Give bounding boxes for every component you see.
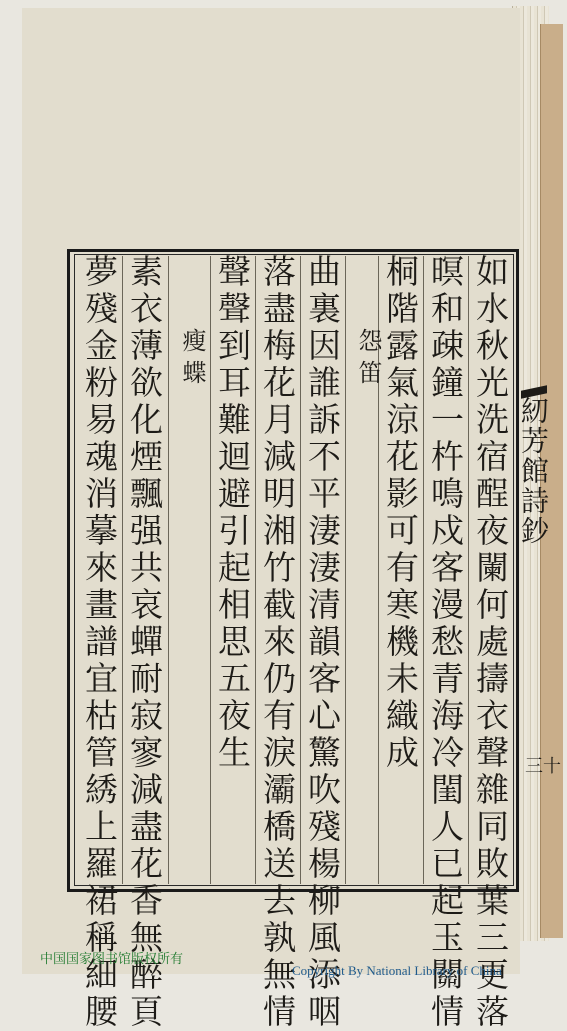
text-column: 聲聲到耳難迴避引起相思五夜生 <box>213 254 252 772</box>
copyright-cn: 中国国家图书馆版权所有 <box>40 952 184 967</box>
text-column: 素衣薄欲化煙飄强共哀蟬耐寂寥減盡花香無醉頁 <box>125 254 164 1031</box>
text-column: 落盡梅花月減明湘竹截來仍有淚灞橋送去孰無情 <box>258 254 297 1031</box>
poem-title: 瘦蝶 <box>178 328 206 392</box>
column-rule <box>122 256 123 884</box>
column-rule <box>300 256 301 884</box>
column-rule <box>168 256 169 884</box>
poem-title: 怨笛 <box>354 328 382 392</box>
margin-book-title: 紉芳館詩鈔 <box>517 396 550 546</box>
folio-number: 三十 <box>525 756 561 777</box>
text-column: 暝和疎鐘一杵鳴戍客漫愁青海冷閨人已起玉關情 <box>426 254 465 1031</box>
column-rule <box>345 256 346 884</box>
column-rule <box>468 256 469 884</box>
column-rule <box>255 256 256 884</box>
column-rule <box>423 256 424 884</box>
text-column: 如水秋光洗宿酲夜闌何處擣衣聲雜同敗葉三更落 <box>471 254 510 1031</box>
text-column: 曲裏因誰訴不平淒淒清韻客心驚吹殘楊柳風添咽 <box>303 254 342 1031</box>
text-column: 夢殘金粉易魂消摹來畫譜宜枯管綉上羅裙稱細腰 <box>80 254 119 1031</box>
copyright-en: Copyright By National Library of China <box>292 963 502 978</box>
text-column: 桐階露氣涼花影可有寒機未織成 <box>381 254 420 772</box>
